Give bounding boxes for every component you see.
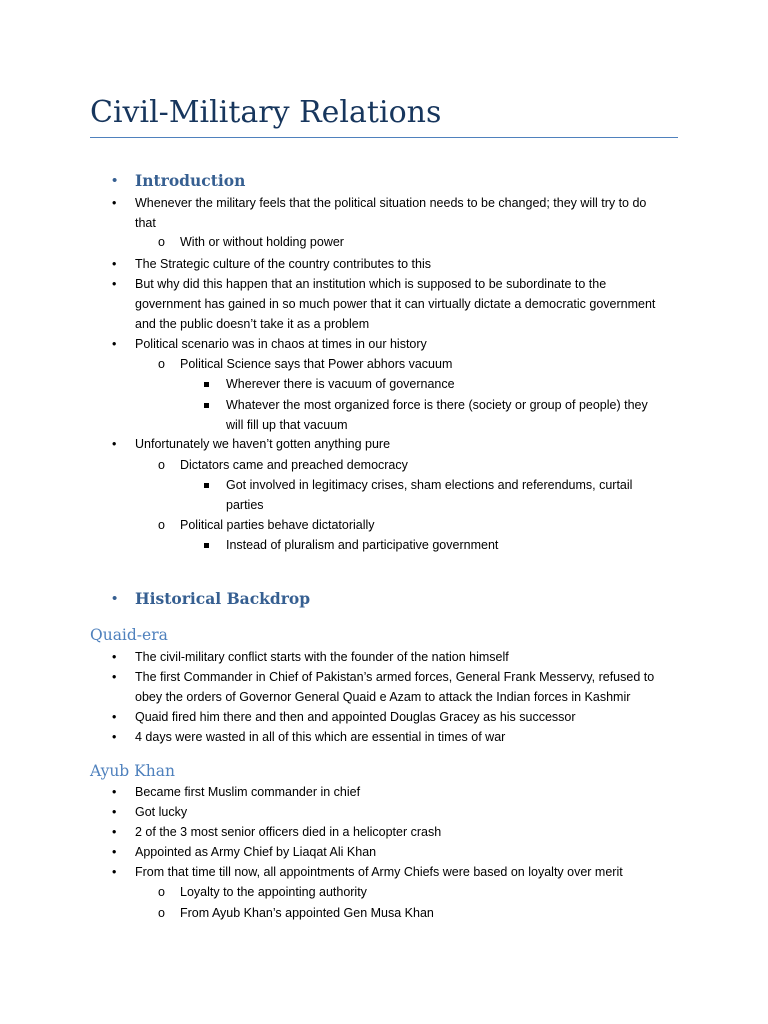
list-item: Political parties behave dictatorially [180,518,375,532]
bullet-icon: • [112,845,117,859]
list-item-continuation: and the public doesn’t take it as a problem [135,317,370,331]
list-item: Instead of pluralism and participative government [226,538,499,552]
square-bullet-icon [204,483,209,488]
square-bullet-icon [204,543,209,548]
list-item: Political Science says that Power abhors vacuum [180,357,453,371]
list-item: 4 days were wasted in all of this which are essential in times of war [135,730,506,744]
bullet-icon: • [112,196,117,210]
section-heading-historical-backdrop: Historical Backdrop [135,589,311,608]
title-underline [90,137,678,138]
list-item: The civil-military conflict starts with the founder of the nation himself [135,650,509,664]
list-item-continuation: will fill up that vacuum [226,418,348,432]
document-title: Civil-Military Relations [90,95,442,130]
circle-bullet-icon: o [158,357,165,371]
list-item: Unfortunately we haven’t gotten anything pure [135,437,391,451]
list-item-continuation: that [135,216,156,230]
list-item: Dictators came and preached democracy [180,458,408,472]
bullet-icon: • [112,257,117,271]
bullet-icon: • [112,825,117,839]
list-item: Whenever the military feels that the political situation needs to be changed; they will try to do [135,196,647,210]
list-item: Political scenario was in chaos at times in our history [135,337,427,351]
section-heading-introduction: Introduction [135,171,246,190]
bullet-icon: • [112,865,117,879]
circle-bullet-icon: o [158,235,165,249]
square-bullet-icon [204,382,209,387]
bullet-icon: • [112,730,117,744]
circle-bullet-icon: o [158,906,165,920]
bullet-icon: • [112,710,117,724]
list-item: Appointed as Army Chief by Liaqat Ali Khan [135,845,377,859]
circle-bullet-icon: o [158,458,165,472]
list-item: Quaid fired him there and then and appointed Douglas Gracey as his successor [135,710,576,724]
list-item: The first Commander in Chief of Pakistan’s armed forces, General Frank Messervy, refused to [135,670,655,684]
heading-bullet-icon: • [112,590,118,607]
bullet-icon: • [112,670,117,684]
subheading-ayub-khan: Ayub Khan [90,762,175,780]
bullet-icon: • [112,785,117,799]
list-item: But why did this happen that an institution which is supposed to be subordinate to the [135,277,607,291]
list-item-continuation: parties [226,498,264,512]
list-item: The Strategic culture of the country contributes to this [135,257,431,271]
list-item-continuation: obey the orders of Governor General Quaid e Azam to attack the Indian forces in Kashmir [135,690,631,704]
bullet-icon: • [112,650,117,664]
subheading-quaid-era: Quaid-era [90,626,168,644]
list-item: 2 of the 3 most senior officers died in a helicopter crash [135,825,442,839]
list-item: With or without holding power [180,235,344,249]
bullet-icon: • [112,805,117,819]
circle-bullet-icon: o [158,518,165,532]
list-item: Became first Muslim commander in chief [135,785,361,799]
list-item: Loyalty to the appointing authority [180,885,367,899]
heading-bullet-icon: • [112,172,118,189]
list-item: Wherever there is vacuum of governance [226,377,455,391]
bullet-icon: • [112,337,117,351]
list-item: Whatever the most organized force is there (society or group of people) they [226,398,648,412]
square-bullet-icon [204,403,209,408]
list-item: Got involved in legitimacy crises, sham elections and referendums, curtail [226,478,633,492]
list-item: Got lucky [135,805,188,819]
list-item: From that time till now, all appointments of Army Chiefs were based on loyalty over merit [135,865,623,879]
list-item-continuation: government has gained in so much power that it can virtually dictate a democratic government [135,297,656,311]
list-item: From Ayub Khan’s appointed Gen Musa Khan [180,906,434,920]
bullet-icon: • [112,437,117,451]
circle-bullet-icon: o [158,885,165,899]
bullet-icon: • [112,277,117,291]
